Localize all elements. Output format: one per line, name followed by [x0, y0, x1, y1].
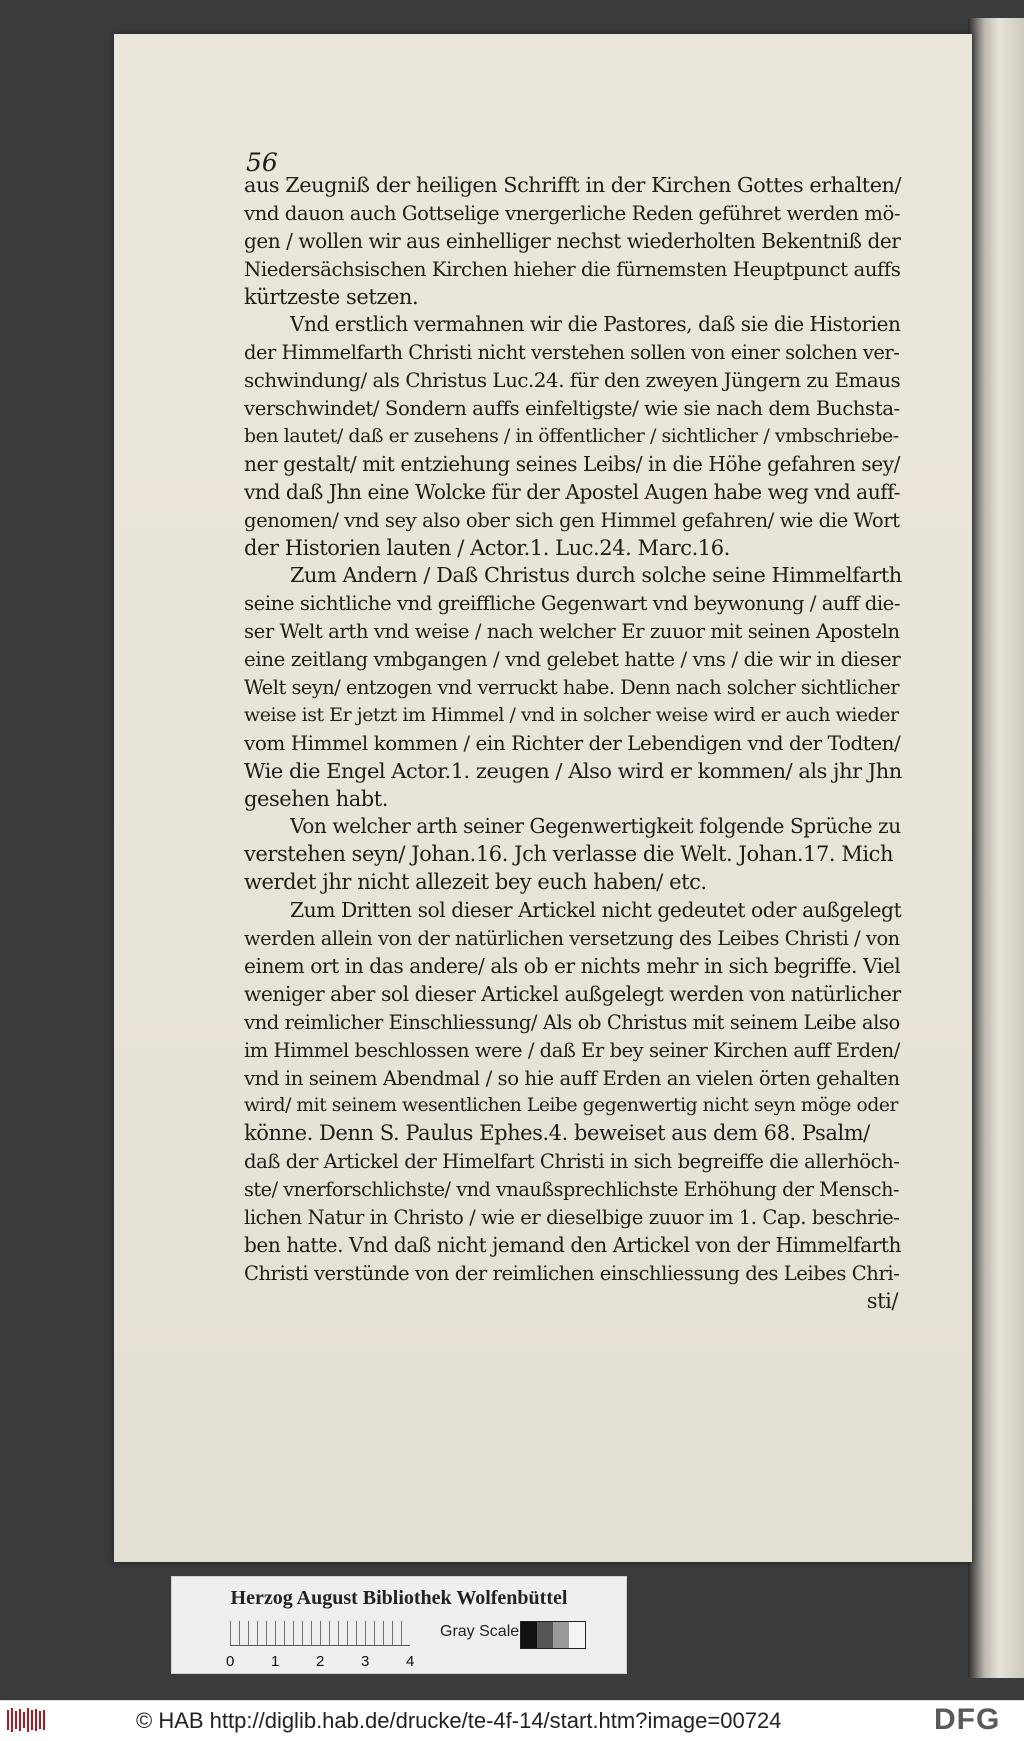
- text-line: verstehen seyn/ Johan.16. Jch verlasse die Welt. Johan.17. Mich: [244, 842, 894, 867]
- catchword: sti/: [866, 1288, 898, 1313]
- text-line: ser Welt arth vnd weise / nach welcher Er zuuor mit seinen Aposteln: [244, 620, 900, 644]
- facing-page-edge: [968, 18, 1024, 1678]
- text-line: ste/ vnerforschlichste/ vnd vnaußsprechlichste Erhöhung der Mensch-: [244, 1178, 900, 1202]
- page-text-block: [244, 172, 902, 1316]
- text-line: genomen/ vnd sey also ober sich gen Himmel gefahren/ wie die Wort: [244, 508, 900, 532]
- ruler-number: 0: [226, 1653, 235, 1670]
- text-line: ben lautet/ daß er zusehens / in öffentlicher / sichtlicher / vmbschriebe-: [244, 425, 899, 448]
- text-line: gen / wollen wir aus einhelliger nechst wiederholten Bekentniß der: [244, 228, 901, 253]
- text-line: vnd daß Jhn eine Wolcke für der Apostel Augen habe weg vnd auff-: [244, 479, 900, 504]
- ruler-number: 1: [271, 1653, 280, 1670]
- text-line: könne. Denn S. Paulus Ephes.4. beweiset aus dem 68. Psalm/: [244, 1121, 870, 1146]
- text-line: der Himmelfarth Christi nicht verstehen sollen von einer solchen ver-: [244, 341, 900, 365]
- grayscale-swatches: [520, 1621, 586, 1649]
- text-line: vnd in seinem Abendmal / so hie auff Erden an vielen örten gehalten: [244, 1066, 900, 1090]
- ruler-number: 4: [406, 1653, 415, 1670]
- ruler-number: 3: [361, 1653, 370, 1670]
- text-line: einem ort in das andere/ als ob er nichts mehr in sich begriffe. Viel: [244, 953, 901, 978]
- text-line: kürtzeste setzen.: [244, 284, 419, 309]
- scale-ruler: [226, 1621, 415, 1670]
- text-line: Zum Andern / Daß Christus durch solche seine Himmelfarth: [290, 563, 902, 588]
- text-line: weniger aber sol dieser Artickel außgelegt werden von natürlicher: [244, 981, 901, 1006]
- hab-logo-icon: [6, 1706, 46, 1734]
- grayscale-swatch: [569, 1622, 585, 1648]
- text-line: Von welcher arth seiner Gegenwertigkeit folgende Sprüche zu: [290, 814, 901, 839]
- text-line: vnd reimlicher Einschliessung/ Als ob Christus mit seinem Leibe also: [244, 1010, 900, 1034]
- text-line: Welt seyn/ entzogen vnd verruckt habe. Denn nach solcher sichtlicher: [244, 676, 900, 700]
- text-line: aus Zeugniß der heiligen Schrifft in der Kirchen Gottes erhalten/: [244, 173, 902, 197]
- grayscale-swatch: [537, 1622, 553, 1648]
- text-line: Vnd erstlich vermahnen wir die Pastores, daß sie die Historien: [290, 312, 901, 337]
- source-citation: © HAB http://diglib.hab.de/drucke/te-4f-14/start.htm?image=00724: [136, 1708, 782, 1733]
- grayscale-swatch: [521, 1622, 537, 1648]
- ruler-number: 2: [316, 1653, 325, 1670]
- text-line: verschwindet/ Sondern auffs einfeltigste/ wie sie nach dem Buchsta-: [244, 397, 900, 421]
- institution-label: Herzog August Bibliothek Wolfenbüttel: [230, 1587, 568, 1609]
- text-line: ner gestalt/ mit entziehung seines Leibs/ in die Höhe gefahren sey/: [244, 451, 900, 476]
- text-line: wird/ mit seinem wesentlichen Leibe gegenwertig nicht seyn möge oder: [244, 1095, 898, 1117]
- grayscale-swatch: [553, 1622, 569, 1648]
- text-line: der Historien lauten / Actor.1. Luc.24. Marc.16.: [244, 535, 730, 560]
- text-line: Christi verstünde von der reimlichen einschliessung des Leibes Chri-: [244, 1261, 900, 1285]
- page-number: 56: [246, 148, 278, 177]
- scanned-page: [114, 34, 972, 1562]
- text-line: schwindung/ als Christus Luc.24. für den zweyen Jüngern zu Emaus: [244, 369, 901, 393]
- text-line: werden allein von der natürlichen versetzung des Leibes Christi / von: [244, 927, 900, 951]
- text-line: seine sichtliche vnd greiffliche Gegenwart vnd beywonung / auff die-: [244, 592, 901, 616]
- text-line: weise ist Er jetzt im Himmel / vnd in solcher weise wird er auch wieder: [244, 703, 899, 726]
- text-line: daß der Artickel der Himelfart Christi in sich begreiffe die allerhöch-: [244, 1150, 900, 1174]
- text-line: vom Himmel kommen / ein Richter der Lebendigen vnd der Todten/: [244, 730, 901, 755]
- text-line: lichen Natur in Christo / wie er dieselbige zuuor im 1. Cap. beschrie-: [244, 1205, 900, 1229]
- text-line: werdet jhr nicht allezeit bey euch haben/ etc.: [244, 870, 707, 895]
- reference-card: [171, 1576, 627, 1674]
- text-line: vnd dauon auch Gottselige vnergerliche Reden geführet werden mö-: [244, 201, 901, 225]
- text-line: Zum Dritten sol dieser Artickel nicht gedeutet oder außgelegt: [290, 898, 902, 923]
- text-line: gesehen habt.: [244, 786, 388, 811]
- text-line: eine zeitlang vmbgangen / vnd gelebet hatte / vns / die wir in dieser: [244, 648, 901, 672]
- text-line: im Himmel beschlossen were / daß Er bey seiner Kirchen auff Erden/: [244, 1038, 900, 1062]
- footer-bar: [0, 1700, 1024, 1741]
- dfg-logo: DFG: [934, 1703, 1001, 1736]
- text-line: Niedersächsischen Kirchen hieher die fürnemsten Heuptpunct auffs: [244, 257, 901, 281]
- grayscale-label: Gray Scale: [440, 1623, 520, 1640]
- text-line: ben hatte. Vnd daß nicht jemand den Artickel von der Himmelfarth: [244, 1232, 902, 1257]
- ruler-ticks: [230, 1621, 410, 1646]
- text-line: Wie die Engel Actor.1. zeugen / Also wird er kommen/ als jhr Jhn: [244, 758, 902, 783]
